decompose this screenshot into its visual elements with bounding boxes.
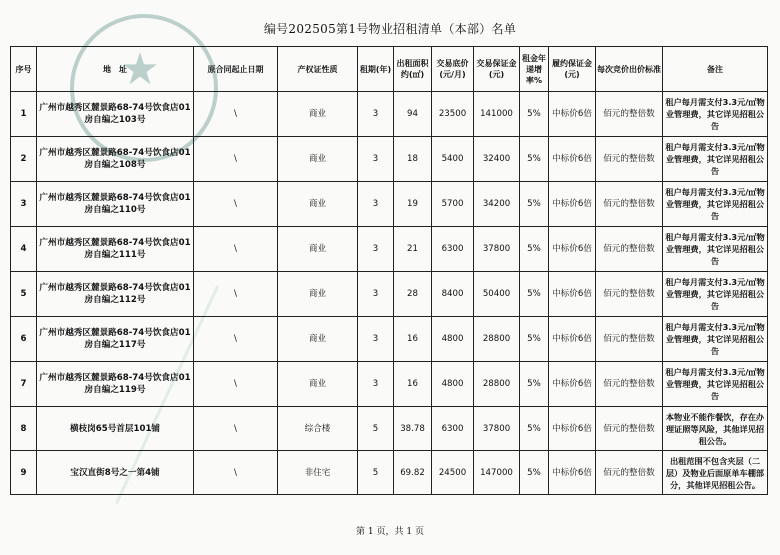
- table-row: [11, 317, 768, 362]
- cell-remarks: 出租范围不包含夹层（二层）及物业后面原单车棚部分，其他详见招租公告。: [663, 451, 768, 495]
- cell-bid-standard: 佰元的整倍数: [596, 272, 663, 317]
- cell-rent-growth: 5%: [520, 362, 549, 407]
- table-row: [11, 182, 768, 227]
- cell-seq: 2: [11, 137, 37, 182]
- cell-lease-term: 5: [358, 407, 394, 451]
- cell-lease-term: 3: [358, 272, 394, 317]
- cell-address: 宝汉直街8号之一第4铺: [37, 451, 194, 495]
- cell-base-price: 4800: [432, 362, 474, 407]
- cell-performance-bond: 中标价6倍: [549, 182, 596, 227]
- cell-area: 94: [394, 92, 432, 137]
- cell-deposit: 34200: [474, 182, 520, 227]
- cell-seq: 1: [11, 92, 37, 137]
- cell-performance-bond: 中标价6倍: [549, 407, 596, 451]
- cell-lease-term: 3: [358, 137, 394, 182]
- table-row: [11, 362, 768, 407]
- cell-base-price: 23500: [432, 92, 474, 137]
- header-area: 出租面积约(㎡): [394, 47, 432, 92]
- cell-remarks: 租户每月需支付3.3元/㎡物业管理费，其它详见招租公告: [663, 317, 768, 362]
- header-bid-standard: 每次竞价出价标准: [596, 47, 663, 92]
- header-deposit: 交易保证金(元): [474, 47, 520, 92]
- cell-bid-standard: 佰元的整倍数: [596, 317, 663, 362]
- cell-area: 19: [394, 182, 432, 227]
- cell-address: 广州市越秀区麓景路68-74号饮食店01房自编之119号: [37, 362, 194, 407]
- cell-performance-bond: 中标价6倍: [549, 317, 596, 362]
- cell-lease-term: 3: [358, 92, 394, 137]
- cell-seq: 5: [11, 272, 37, 317]
- cell-seq: 6: [11, 317, 37, 362]
- rental-list-table: [10, 46, 768, 495]
- header-seq: 序号: [11, 47, 37, 92]
- cell-area: 38.78: [394, 407, 432, 451]
- page-footer: 第 1 页，共 1 页: [356, 527, 424, 537]
- cell-performance-bond: 中标价6倍: [549, 92, 596, 137]
- cell-bid-standard: 佰元的整倍数: [596, 362, 663, 407]
- cell-lease-term: 3: [358, 182, 394, 227]
- cell-seq: 3: [11, 182, 37, 227]
- header-address: 地 址: [37, 47, 194, 92]
- cell-original-dates: \: [194, 92, 278, 137]
- cell-bid-standard: 佰元的整倍数: [596, 137, 663, 182]
- cell-rent-growth: 5%: [520, 451, 549, 495]
- cell-address: 横枝岗65号首层101铺: [37, 407, 194, 451]
- cell-property-nature: 非住宅: [278, 451, 358, 495]
- cell-rent-growth: 5%: [520, 137, 549, 182]
- cell-area: 16: [394, 317, 432, 362]
- cell-lease-term: 5: [358, 451, 394, 495]
- cell-performance-bond: 中标价6倍: [549, 451, 596, 495]
- cell-property-nature: 商业: [278, 272, 358, 317]
- cell-deposit: 28800: [474, 317, 520, 362]
- cell-seq: 9: [11, 451, 37, 495]
- cell-rent-growth: 5%: [520, 227, 549, 272]
- cell-remarks: 本物业不能作餐饮，存在办理证照等风险，其他详见招租公告。: [663, 407, 768, 451]
- cell-seq: 4: [11, 227, 37, 272]
- cell-deposit: 28800: [474, 362, 520, 407]
- cell-address: 广州市越秀区麓景路68-74号饮食店01房自编之108号: [37, 137, 194, 182]
- cell-deposit: 147000: [474, 451, 520, 495]
- cell-base-price: 5700: [432, 182, 474, 227]
- cell-area: 28: [394, 272, 432, 317]
- cell-address: 广州市越秀区麓景路68-74号饮食店01房自编之117号: [37, 317, 194, 362]
- cell-performance-bond: 中标价6倍: [549, 272, 596, 317]
- cell-rent-growth: 5%: [520, 272, 549, 317]
- cell-property-nature: 商业: [278, 227, 358, 272]
- table-row: [11, 407, 768, 451]
- cell-property-nature: 商业: [278, 362, 358, 407]
- cell-property-nature: 商业: [278, 182, 358, 227]
- cell-original-dates: \: [194, 317, 278, 362]
- cell-original-dates: \: [194, 407, 278, 451]
- cell-base-price: 5400: [432, 137, 474, 182]
- table-row: [11, 92, 768, 137]
- cell-original-dates: \: [194, 362, 278, 407]
- cell-bid-standard: 佰元的整倍数: [596, 182, 663, 227]
- cell-address: 广州市越秀区麓景路68-74号饮食店01房自编之112号: [37, 272, 194, 317]
- cell-base-price: 24500: [432, 451, 474, 495]
- cell-bid-standard: 佰元的整倍数: [596, 92, 663, 137]
- header-remarks: 备注: [663, 47, 768, 92]
- cell-rent-growth: 5%: [520, 182, 549, 227]
- cell-deposit: 50400: [474, 272, 520, 317]
- cell-bid-standard: 佰元的整倍数: [596, 227, 663, 272]
- header-lease-term: 租期(年): [358, 47, 394, 92]
- cell-rent-growth: 5%: [520, 317, 549, 362]
- cell-property-nature: 综合楼: [278, 407, 358, 451]
- cell-deposit: 37800: [474, 227, 520, 272]
- cell-base-price: 8400: [432, 272, 474, 317]
- cell-remarks: 租户每月需支付3.3元/㎡物业管理费，其它详见招租公告: [663, 272, 768, 317]
- cell-area: 69.82: [394, 451, 432, 495]
- document-title: 编号202505第1号物业招租清单（本部）名单: [263, 22, 517, 36]
- cell-original-dates: \: [194, 182, 278, 227]
- cell-bid-standard: 佰元的整倍数: [596, 451, 663, 495]
- cell-remarks: 租户每月需支付3.3元/㎡物业管理费，其它详见招租公告: [663, 137, 768, 182]
- cell-deposit: 32400: [474, 137, 520, 182]
- cell-original-dates: \: [194, 451, 278, 495]
- cell-deposit: 141000: [474, 92, 520, 137]
- cell-bid-standard: 佰元的整倍数: [596, 407, 663, 451]
- cell-remarks: 租户每月需支付3.3元/㎡物业管理费，其它详见招租公告: [663, 227, 768, 272]
- cell-performance-bond: 中标价6倍: [549, 362, 596, 407]
- cell-performance-bond: 中标价6倍: [549, 137, 596, 182]
- cell-performance-bond: 中标价6倍: [549, 227, 596, 272]
- cell-seq: 7: [11, 362, 37, 407]
- cell-seq: 8: [11, 407, 37, 451]
- header-base-price: 交易底价(元/月): [432, 47, 474, 92]
- cell-property-nature: 商业: [278, 317, 358, 362]
- table-row: [11, 451, 768, 495]
- cell-original-dates: \: [194, 137, 278, 182]
- cell-address: 广州市越秀区麓景路68-74号饮食店01房自编之103号: [37, 92, 194, 137]
- header-original-contract-dates: 原合同起止日期: [194, 47, 278, 92]
- cell-original-dates: \: [194, 272, 278, 317]
- cell-base-price: 4800: [432, 317, 474, 362]
- table-row: [11, 272, 768, 317]
- table-header-row: [11, 47, 768, 92]
- cell-remarks: 租户每月需支付3.3元/㎡物业管理费，其它详见招租公告: [663, 182, 768, 227]
- cell-rent-growth: 5%: [520, 92, 549, 137]
- cell-property-nature: 商业: [278, 137, 358, 182]
- cell-lease-term: 3: [358, 317, 394, 362]
- header-performance-bond: 履约保证金(元): [549, 47, 596, 92]
- seal-star-icon: ★: [120, 44, 160, 95]
- cell-remarks: 租户每月需支付3.3元/㎡物业管理费，其它详见招租公告: [663, 362, 768, 407]
- header-property-nature: 产权证性质: [278, 47, 358, 92]
- header-rent-growth: 租金年递增率%: [520, 47, 549, 92]
- table-row: [11, 137, 768, 182]
- cell-address: 广州市越秀区麓景路68-74号饮食店01房自编之110号: [37, 182, 194, 227]
- cell-rent-growth: 5%: [520, 407, 549, 451]
- cell-remarks: 租户每月需支付3.3元/㎡物业管理费，其它详见招租公告: [663, 92, 768, 137]
- cell-area: 16: [394, 362, 432, 407]
- cell-property-nature: 商业: [278, 92, 358, 137]
- cell-base-price: 6300: [432, 227, 474, 272]
- cell-area: 21: [394, 227, 432, 272]
- cell-base-price: 6300: [432, 407, 474, 451]
- cell-lease-term: 3: [358, 227, 394, 272]
- cell-area: 18: [394, 137, 432, 182]
- cell-deposit: 37800: [474, 407, 520, 451]
- cell-original-dates: \: [194, 227, 278, 272]
- cell-address: 广州市越秀区麓景路68-74号饮食店01房自编之111号: [37, 227, 194, 272]
- cell-lease-term: 3: [358, 362, 394, 407]
- table-row: [11, 227, 768, 272]
